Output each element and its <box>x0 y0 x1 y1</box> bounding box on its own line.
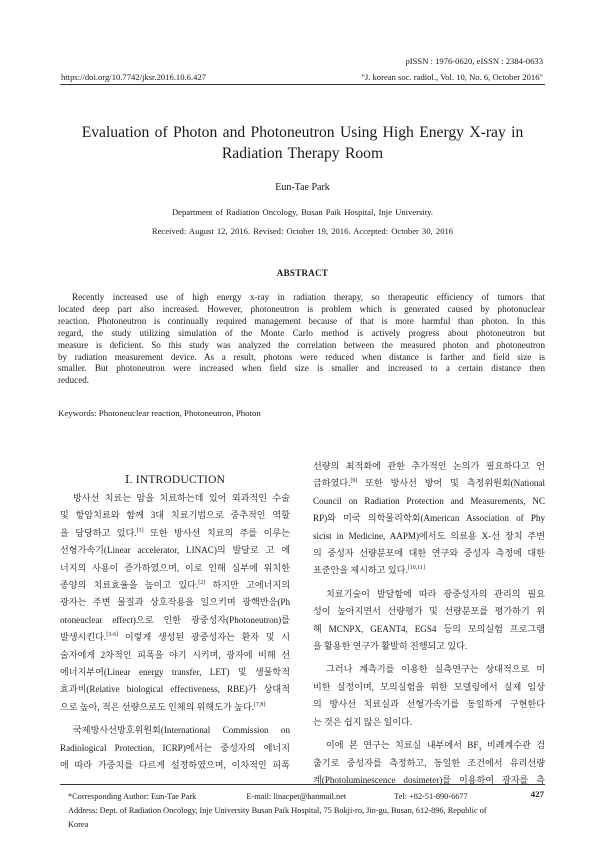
body-line: 계(Photoluminescence dosimeter)를 이용하여 광자를 측 <box>313 774 545 785</box>
page-number: 427 <box>530 789 544 799</box>
body-line: RP)와 미국 의학물리학회(American Association of Phy <box>313 513 545 524</box>
body-line: 국제방사선방호위원회(International Commission on <box>73 725 290 736</box>
body-line: 의 방사선 치료실과 선형가속기를 동일하게 구현한다 <box>313 699 545 710</box>
address-line: Address: Dept. of Radiation Oncology, Inje University Busan Paik Hospital, 75 Bokji-ro, Jin-gu, Busan, 612-896, Republic of <box>68 806 487 816</box>
citation-ref: [2] <box>198 580 206 586</box>
citation-ref: [9] <box>350 478 358 485</box>
abstract-heading: ABSTRACT <box>276 268 329 278</box>
corresponding-author-footnote <box>68 790 538 833</box>
right-column <box>313 458 545 789</box>
body-line: 선형가속기(Linear accelerator, LINAC)의 발달로 고 에 <box>60 545 290 556</box>
header-divider <box>60 84 545 85</box>
body-line: otoneuclear effect)으로 인한 광중성자(Photoneutron)를 <box>60 614 290 625</box>
paper-title <box>60 123 545 164</box>
body-line: 방사선 치료는 암을 치료하는데 있어 외과적인 수술 <box>73 493 290 503</box>
body-line: 성이 높아지면서 선량평가 및 선량분포를 평가하기 위 <box>313 606 545 617</box>
doi-link[interactable]: https://doi.org/10.7742/jksr.2016.10.6.427 <box>61 72 206 82</box>
footnote-divider <box>60 784 545 785</box>
abstract-line: measure is deficient. So this study was analyzed the correlation between the measured photon and photoneutron <box>58 339 545 350</box>
email-link[interactable]: E-mail: linacpet@hanmail.net <box>246 792 347 801</box>
citation-ref: [3-6] <box>106 632 119 639</box>
contact-row <box>68 790 538 804</box>
body-line: 출기로 중성자를 측정하고, 동일한 조건에서 유리선량 <box>313 757 545 768</box>
body-line: 에너지부여(Linear energy transfer, LET) 및 생물학적 <box>60 667 290 678</box>
body-line: 광자는 주변 물질과 상호작용을 일으키며 광핵반응(Ph <box>60 597 290 608</box>
title-line-2: Radiation Therapy Room <box>221 144 384 162</box>
keywords: Keywords: Photoneuclear reaction, Photoneutron, Photon <box>58 408 261 418</box>
address-line: Korea <box>68 820 89 830</box>
introduction-heading: Ⅰ. INTRODUCTION <box>124 474 226 486</box>
body-line: 을 활용한 연구가 활발히 진행되고 있다. <box>313 641 468 652</box>
body-line: 는 것은 쉽지 않은 일이다. <box>313 716 413 727</box>
body-line: 으로 높아, 적은 선량으로도 인체의 위해도가 높다.[7,8] <box>60 701 266 712</box>
body-line: 발생시킨다.[3-6] 이렇게 생성된 광중성자는 환자 및 시 <box>60 632 290 643</box>
body-line: 종양의 치료효율을 높이고 있다.[2] 하지만 고에너지의 <box>60 580 290 591</box>
body-line: 에 따라 가중치를 다르게 설정하였으며, 이차적인 피폭 <box>60 760 290 771</box>
abstract-line: by radiation measurement device. As a result, photons were reduced when distance is farther and field size is <box>58 351 545 362</box>
body-line: 표준안을 제시하고 있다.[10,11] <box>313 565 425 576</box>
submission-dates: Received: August 12, 2016. Revised: October 19, 2016. Accepted: October 30, 2016 <box>151 226 454 236</box>
body-line: 그러나 계측기를 이용한 실측연구는 상대적으로 미 <box>326 664 545 675</box>
body-line: Council on Radiation Protection and Measurements, NC <box>313 495 545 506</box>
abstract-body <box>58 292 545 387</box>
body-line: 및 항암치료와 함께 3대 치료기법으로 중추적인 역할 <box>60 510 290 521</box>
body-line: 이에 본 연구는 치료실 내부에서 $BF_3$ 비례계수관 검 <box>326 740 545 753</box>
body-line: Radiological Protection, ICRP)에서는 중성자의 에너지 <box>60 742 290 753</box>
abstract-line: Recently increased use of high energy x-ray in radiation therapy, so therapeutic efficiency of tumors that <box>72 292 545 302</box>
citation-ref: [7,8] <box>253 701 266 708</box>
phone-number: Tel: +82-51-890-6677 <box>394 792 468 801</box>
body-line: 선량의 최적화에 관한 추가적인 논의가 필요하다고 언 <box>313 461 545 471</box>
title-line-1: Evaluation of Photon and Photoneutron Using High Energy X-ray in <box>81 124 524 141</box>
body-line: 을 담당하고 있다.[1] 또한 방사선 치료의 주를 이루는 <box>60 527 290 538</box>
abstract-line: located deep part also increased. However, photoneutron is problem which is generated caused by photonuclear <box>58 303 545 314</box>
citation-ref: [1] <box>136 527 144 534</box>
issn-text: pISSN : 1976-0620, eISSN : 2384-0633 <box>405 56 543 66</box>
body-line: 비한 실정이며, 모의실험을 위한 모델링에서 실제 임상 <box>313 681 545 692</box>
corresponding-author: *Corresponding Author: Eun-Tae Park <box>68 792 197 801</box>
body-line: sicist in Medicine, AAPM)에서도 의료용 X-선 장치 주변 <box>313 530 545 541</box>
abstract-line: reduced. <box>58 375 90 386</box>
body-line: 의 중성자 선량분포에 대한 연구와 중성자 측정에 대한 <box>313 548 545 559</box>
body-line: 술자에게 2차적인 피폭을 야기 시키며, 광자에 비해 선 <box>60 649 290 660</box>
abstract-line: smaller. But photoneutron were increased when field size is smaller and increased to a certain distance then <box>58 363 545 374</box>
citation-ref: [10,11] <box>407 565 425 572</box>
body-line: 너지의 사용이 증가하였으며, 이로 인해 심부에 위치한 <box>60 562 290 573</box>
author-affiliation: Department of Radiation Oncology, Busan Paik Hospital, Inje University. <box>171 207 434 217</box>
body-line: 치료기술이 발달함에 따라 광중성자의 관리의 필요 <box>326 588 545 599</box>
subscript: 3 <box>478 746 482 753</box>
body-line: 급하였다.[9] 또한 방사선 방어 및 측정위원회(National <box>313 478 545 489</box>
author-name: Eun-Tae Park <box>275 182 330 193</box>
journal-citation: "J. korean soc. radiol., Vol. 10, No. 6, October 2016" <box>361 72 543 82</box>
abstract-line: regard, the study utilizing simulation of the Monte Carlo method is actively progress about photoneutron but <box>58 327 545 338</box>
body-line: 효과비(Relative biological effectiveness, RBE)가 상대적 <box>60 684 290 695</box>
body-line: 해 MCNPX, GEANT4, EGS4 등의 모의실험 프로그램 <box>313 623 545 634</box>
abstract-line: reaction. Photoneutron is continually required management because of that is more harmful than photon. In this <box>58 315 545 326</box>
left-column <box>60 490 290 775</box>
